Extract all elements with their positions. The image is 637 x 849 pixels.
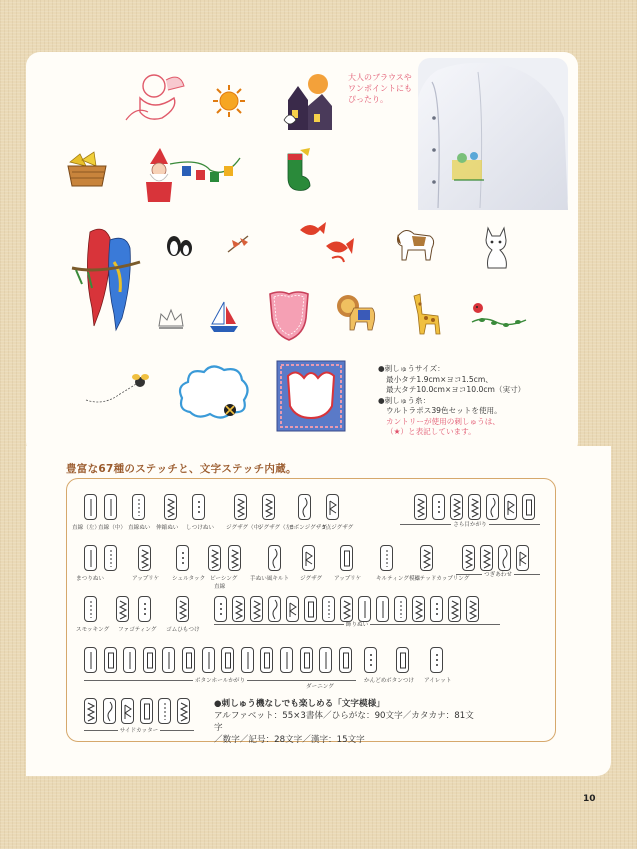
stitch-group-label: つぎあわせ	[456, 570, 540, 578]
blouse-callout	[348, 72, 430, 105]
stitch-symbol	[250, 596, 263, 622]
shield-emblem-illustration	[264, 288, 314, 342]
stitch-symbol	[84, 596, 97, 622]
stitch-symbol	[504, 494, 517, 520]
stitch-symbol	[432, 494, 445, 520]
stitch-symbol	[164, 494, 177, 520]
country-note: カントリーが使用の刺しゅうは、	[386, 416, 500, 426]
stitch-label: スモッキング	[76, 627, 110, 633]
stitch-symbol	[84, 545, 97, 571]
stitch-label: アップリケ	[334, 576, 362, 582]
sun-illustration	[212, 84, 246, 118]
stitch-symbol	[176, 545, 189, 571]
stitch-label: しつけぬい	[186, 525, 214, 531]
country-note: （★）と表記しています。	[386, 427, 476, 436]
stitch-symbol	[326, 494, 339, 520]
stitch-symbol	[84, 494, 97, 520]
stitch-symbol	[462, 545, 475, 571]
stitch-symbol	[302, 545, 315, 571]
text-pattern-line: ／数字／記号：28文字／漢字：15文字	[214, 735, 365, 745]
callout-line: ワンポイントにも	[348, 84, 412, 93]
stitch-label: アイレット	[424, 678, 452, 684]
stitch-symbol	[158, 698, 171, 724]
stitch-label: アップリケ	[132, 576, 160, 582]
text-pattern-title: ●刺しゅう機なしでも楽しめる「文字模様」	[214, 699, 385, 709]
stitch-symbol	[84, 698, 97, 724]
stitch-symbol	[121, 698, 134, 724]
stitch-group-label: さら目かがり	[400, 520, 540, 528]
stitch-symbol	[162, 647, 175, 673]
stitch-symbol	[208, 545, 221, 571]
stitch-symbol	[221, 647, 234, 673]
stitch-symbol	[319, 647, 332, 673]
stitch-symbol	[280, 647, 293, 673]
stitch-symbol	[358, 596, 371, 622]
stitch-symbol	[104, 545, 117, 571]
stitch-symbol	[143, 647, 156, 673]
thread-body: ウルトラポス39色セットを使用。	[386, 406, 502, 415]
stitch-symbol	[414, 494, 427, 520]
beagle-illustration	[392, 222, 438, 262]
stitch-symbol	[522, 494, 535, 520]
thread-title: ●刺しゅう糸：	[378, 395, 431, 405]
stitch-label: シェルタック	[172, 576, 206, 582]
sailboat-illustration	[208, 298, 240, 334]
stitch-symbol	[468, 494, 481, 520]
stitch-label: キルティング模様	[376, 576, 421, 582]
giraffe-illustration	[406, 290, 448, 336]
stitch-symbol	[448, 596, 461, 622]
stitch-symbol	[380, 545, 393, 571]
callout-line: 大人のブラウスや	[348, 73, 412, 82]
stitch-symbol	[339, 647, 352, 673]
stitch-symbol	[234, 494, 247, 520]
stitch-symbol	[430, 596, 443, 622]
tulip-frame-illustration	[276, 360, 346, 432]
stitch-symbol	[138, 596, 151, 622]
stitch-symbol	[298, 494, 311, 520]
text-pattern-info	[214, 698, 474, 746]
cat-illustration	[480, 224, 514, 270]
lion-illustration	[334, 292, 378, 332]
stitch-symbol	[103, 698, 116, 724]
stitch-label: Eボンジグザグ	[290, 525, 327, 531]
stitch-label: ゴムひもつけ	[166, 627, 200, 633]
size-min: 最小タテ1.9cm×ヨコ1.5cm、	[386, 374, 493, 384]
size-max: 最大タテ10.0cm×ヨコ10.0cm（実寸）	[386, 385, 526, 394]
stitch-label: まつりぬい	[76, 576, 104, 582]
stitch-symbol	[192, 494, 205, 520]
stitch-group-label: サイドカッター	[84, 726, 194, 734]
stitch-symbol	[480, 545, 493, 571]
stitch-symbol	[260, 647, 273, 673]
stitch-label: かんどめ	[364, 678, 387, 684]
goldfish-illustration	[292, 218, 356, 266]
stitch-symbol	[123, 647, 136, 673]
stitch-symbol	[104, 494, 117, 520]
callout-line: ぴったり。	[348, 95, 388, 104]
stitch-symbol	[450, 494, 463, 520]
stitch-symbol	[466, 596, 479, 622]
stitch-symbol	[228, 545, 241, 571]
bee-trail-illustration	[84, 372, 152, 406]
stitch-symbol	[104, 647, 117, 673]
stitch-symbol	[84, 647, 97, 673]
stitch-symbol	[412, 596, 425, 622]
stitch-symbol	[268, 545, 281, 571]
cloud-frame-illustration	[176, 362, 252, 424]
stitch-symbol	[340, 596, 353, 622]
stitch-label: 直線ぬい	[128, 525, 151, 531]
stitch-label: ジグザグ（中）	[226, 525, 265, 531]
haunted-house-illustration	[278, 70, 336, 132]
stitch-symbol	[364, 647, 377, 673]
stitch-symbol	[394, 596, 407, 622]
stitch-symbol	[340, 545, 353, 571]
stitch-label: ジグザグ（左）	[258, 525, 297, 531]
stitch-symbol	[182, 647, 195, 673]
parrots-illustration	[70, 222, 148, 332]
corn-basket-illustration	[64, 150, 110, 190]
stitch-label: 直線（左）	[72, 525, 100, 531]
penguins-illustration	[164, 228, 194, 258]
stitch-symbol	[304, 596, 317, 622]
cupid-illustration	[118, 68, 190, 128]
stitch-symbol	[430, 647, 443, 673]
size-title: ●刺しゅうサイズ：	[378, 364, 445, 373]
page-number: 10	[583, 794, 596, 804]
stitch-label: 3点ジグザグ	[322, 525, 354, 531]
stitch-label: 直線	[214, 584, 226, 590]
crown-illustration	[156, 306, 186, 332]
embroidery-notes	[378, 364, 578, 438]
dragonfly-illustration	[226, 234, 250, 254]
stitch-label: ファゴティング	[118, 627, 157, 633]
stitch-heading: 豊富な67種のステッチと、文字ステッチ内蔵。	[66, 463, 297, 475]
stitch-symbol	[138, 545, 151, 571]
stitch-symbol	[177, 698, 190, 724]
christmas-stocking-illustration	[280, 148, 316, 192]
ladybug-vine-illustration	[468, 300, 530, 332]
stitch-symbol	[420, 545, 433, 571]
stitch-label: ジグザグ	[300, 576, 323, 582]
stitch-symbol	[516, 545, 529, 571]
stitch-symbol	[286, 596, 299, 622]
stitch-label: ボタンつけ	[386, 678, 414, 684]
text-pattern-line: アルファベット：55×3書体／ひらがな：90文字／カタカナ：81文字	[214, 711, 474, 733]
stitch-symbol	[268, 596, 281, 622]
stitch-symbol	[262, 494, 275, 520]
stitch-symbol	[116, 596, 129, 622]
stitch-symbol	[396, 647, 409, 673]
stitch-symbol	[214, 596, 227, 622]
stitch-symbol	[232, 596, 245, 622]
stitch-symbol	[140, 698, 153, 724]
stitch-group-label: ボタンホールかがり	[84, 676, 356, 684]
stitch-symbol	[322, 596, 335, 622]
stitch-label: 手ぬい風キルト	[250, 576, 290, 582]
stitch-group-label: 飾りぬい	[214, 620, 500, 628]
stitch-label: 直線（中）	[98, 525, 126, 531]
santa-noel-illustration	[140, 144, 246, 210]
stitch-symbol	[498, 545, 511, 571]
stitch-symbol	[202, 647, 215, 673]
blouse-photo	[418, 58, 568, 210]
stitch-symbol	[241, 647, 254, 673]
stitch-symbol	[132, 494, 145, 520]
stitch-symbol	[176, 596, 189, 622]
stitch-symbol	[376, 596, 389, 622]
stitch-symbol	[486, 494, 499, 520]
stitch-label: ピーシング	[210, 576, 238, 582]
stitch-label: ミテッドカップリング	[414, 576, 470, 582]
stitch-label: 伸縮ぬい	[156, 525, 179, 531]
stitch-label: ダーニング	[306, 684, 334, 690]
stitch-symbol	[300, 647, 313, 673]
